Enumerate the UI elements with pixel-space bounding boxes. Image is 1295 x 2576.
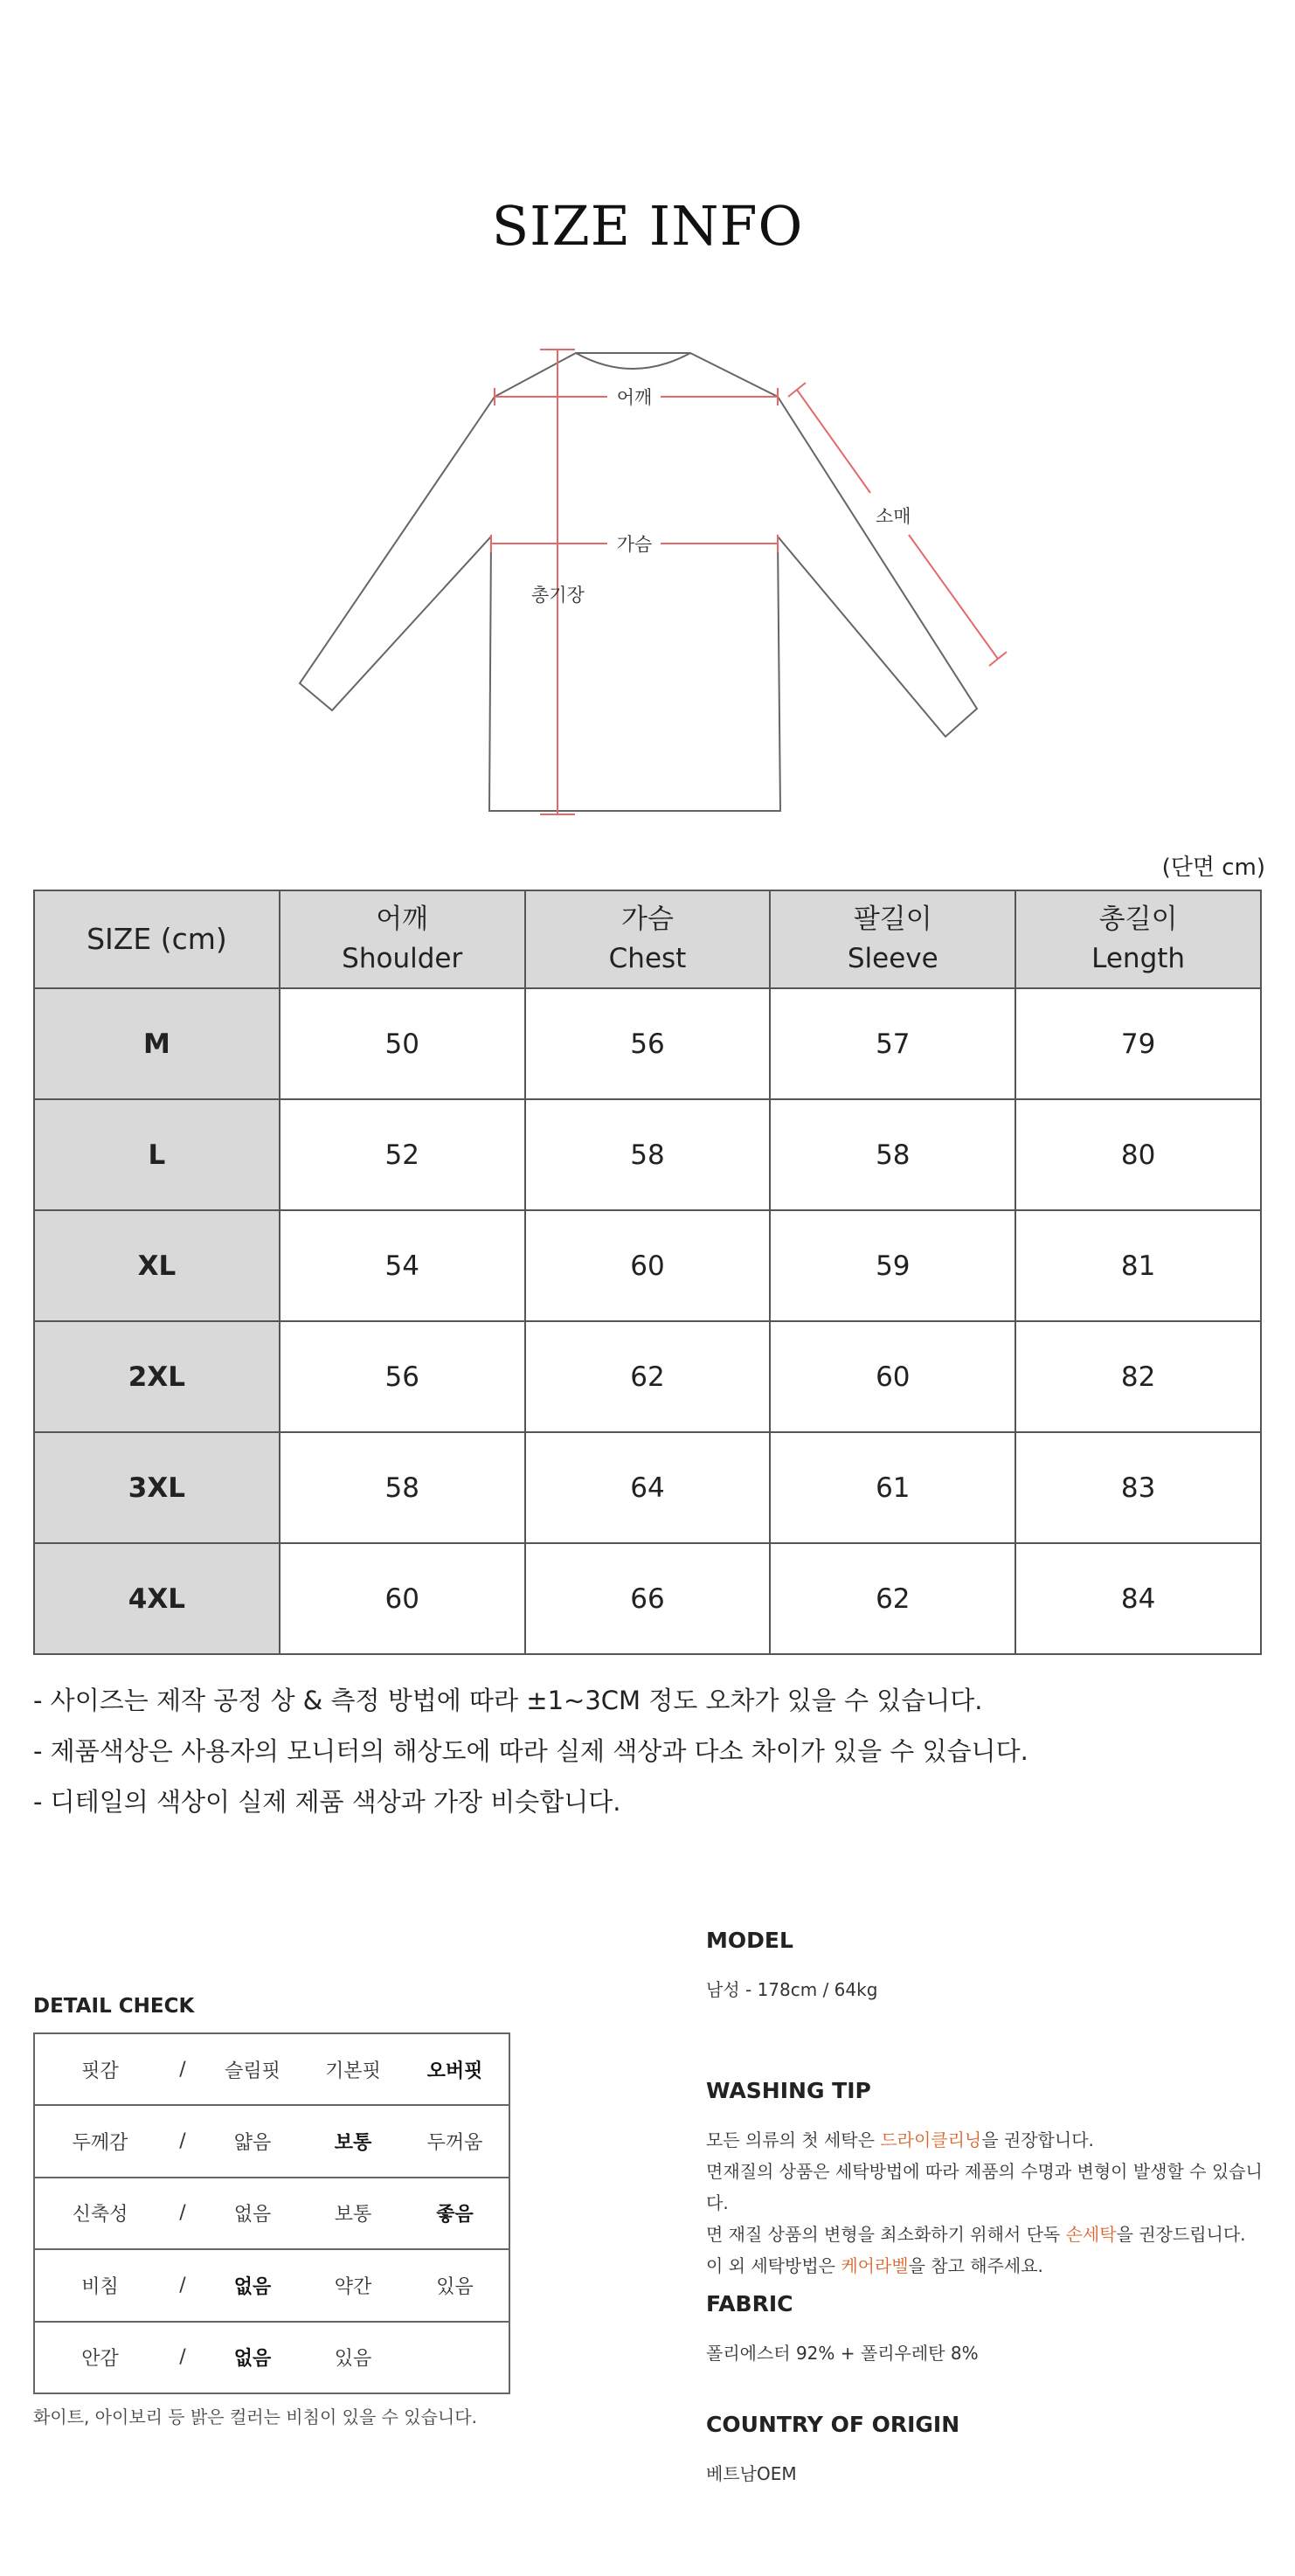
- detail-option: 보통: [305, 2178, 401, 2249]
- detail-row-fit: [34, 2033, 509, 2105]
- detail-row-stretch: [34, 2178, 509, 2249]
- detail-sep: /: [165, 2033, 200, 2105]
- header-length: [1015, 890, 1261, 988]
- measure-lines: [491, 350, 1007, 814]
- length-label: 총기장: [531, 585, 585, 606]
- washing-line-2: 면재질의 상품은 세탁방법에 따라 제품의 수명과 변형이 발생할 수 있습니다.: [706, 2161, 1263, 2213]
- model-text: 남성 - 178cm / 64kg: [706, 1979, 878, 2000]
- table-row: [34, 1099, 1261, 1210]
- length-cell: 81: [1015, 1210, 1261, 1321]
- garment-size-diagram: [0, 332, 1295, 821]
- washing-text: 을 참고 해주세요.: [908, 2255, 1043, 2276]
- detail-check-note: 화이트, 아이보리 등 밝은 컬러는 비침이 있을 수 있습니다.: [33, 2406, 477, 2427]
- detail-sep: /: [165, 2105, 200, 2177]
- length-cell: 79: [1015, 988, 1261, 1099]
- header-en: Chest: [608, 943, 687, 974]
- chest-cell: 58: [525, 1099, 771, 1210]
- detail-label: 두께감: [34, 2105, 165, 2177]
- chest-label: 가슴: [616, 534, 653, 555]
- length-cell: 84: [1015, 1543, 1261, 1654]
- sleeve-line-bottom: [909, 535, 998, 659]
- detail-label: 신축성: [34, 2178, 165, 2249]
- note-line: - 사이즈는 제작 공정 상 & 측정 방법에 따라 ±1~3CM 정도 오차가 있을 수 있습니다.: [33, 1686, 983, 1715]
- washing-highlight: 손세탁: [1065, 2224, 1117, 2245]
- page-title: SIZE INFO: [491, 194, 804, 258]
- washing-text: 모든 의류의 첫 세탁은: [706, 2129, 881, 2150]
- table-row: [34, 1432, 1261, 1543]
- chest-cell: 62: [525, 1321, 771, 1432]
- detail-row-lining: [34, 2322, 509, 2393]
- detail-option-selected: 좋음: [401, 2178, 509, 2249]
- washing-title: WASHING TIP: [706, 2078, 871, 2103]
- chest-cell: 64: [525, 1432, 771, 1543]
- sleeve-cell: 57: [770, 988, 1015, 1099]
- washing-line-3: [706, 2219, 1274, 2250]
- model-title: MODEL: [706, 1928, 793, 1953]
- washing-highlight: 케어라벨: [841, 2255, 909, 2276]
- sleeve-label: 소매: [876, 506, 911, 527]
- detail-label: 안감: [34, 2322, 165, 2393]
- note-line: - 디테일의 색상이 실제 제품 색상과 가장 비슷합니다.: [33, 1787, 621, 1817]
- sleeve-cell: 60: [770, 1321, 1015, 1432]
- garment-outline: [300, 353, 977, 811]
- sweatshirt-outline-svg: [0, 332, 1295, 821]
- header-shoulder: [280, 890, 525, 988]
- washing-line-4: [706, 2250, 1274, 2282]
- unit-note: (단면 cm): [1161, 855, 1265, 881]
- origin-section: [706, 2412, 1274, 2489]
- sleeve-cell: 61: [770, 1432, 1015, 1543]
- shoulder-cell: 58: [280, 1432, 525, 1543]
- table-row: [34, 988, 1261, 1099]
- fabric-text: 폴리에스터 92% + 폴리우레탄 8%: [706, 2343, 979, 2364]
- detail-option-empty: [401, 2322, 509, 2393]
- detail-option: 있음: [401, 2249, 509, 2321]
- header-ko: 가슴: [621, 904, 674, 936]
- detail-sep: /: [165, 2249, 200, 2321]
- size-cell: 2XL: [34, 1321, 280, 1432]
- size-notes: [33, 1681, 1257, 1833]
- length-cell: 83: [1015, 1432, 1261, 1543]
- header-en: Shoulder: [342, 943, 463, 974]
- washing-text: 을 권장합니다.: [981, 2129, 1094, 2150]
- header-en: Sleeve: [847, 943, 938, 974]
- detail-option-selected: 없음: [200, 2249, 305, 2321]
- chest-cell: 66: [525, 1543, 771, 1654]
- size-cell: 4XL: [34, 1543, 280, 1654]
- model-section: [706, 1928, 1274, 2005]
- header-sleeve: [770, 890, 1015, 988]
- table-row: [34, 1321, 1261, 1432]
- length-cell: 80: [1015, 1099, 1261, 1210]
- detail-row-thickness: [34, 2105, 509, 2177]
- detail-option-selected: 보통: [305, 2105, 401, 2177]
- washing-line-1: [706, 2124, 1274, 2156]
- detail-option-selected: 오버핏: [401, 2033, 509, 2105]
- detail-option: 두꺼움: [401, 2105, 509, 2177]
- detail-label: 핏감: [34, 2033, 165, 2105]
- sleeve-line-top: [797, 390, 870, 493]
- table-row: [34, 1210, 1261, 1321]
- size-cell: 3XL: [34, 1432, 280, 1543]
- size-cell: XL: [34, 1210, 280, 1321]
- detail-check-title: DETAIL CHECK: [33, 1995, 195, 2018]
- detail-sep: /: [165, 2322, 200, 2393]
- detail-row-seethrough: [34, 2249, 509, 2321]
- detail-option: 약간: [305, 2249, 401, 2321]
- header-ko: 팔길이: [853, 904, 932, 936]
- shoulder-label: 어깨: [616, 387, 653, 408]
- header-ko: 총길이: [1098, 904, 1178, 936]
- shoulder-cell: 52: [280, 1099, 525, 1210]
- detail-option-selected: 없음: [200, 2322, 305, 2393]
- header-size-label: SIZE (cm): [87, 922, 227, 957]
- size-table-header-row: [34, 890, 1261, 988]
- detail-option: 있음: [305, 2322, 401, 2393]
- size-cell: L: [34, 1099, 280, 1210]
- origin-title: COUNTRY OF ORIGIN: [706, 2412, 960, 2437]
- table-row: [34, 1543, 1261, 1654]
- header-en: Length: [1091, 943, 1186, 974]
- detail-check-table: [33, 2032, 510, 2394]
- shoulder-cell: 60: [280, 1543, 525, 1654]
- washing-section: [706, 2078, 1274, 2282]
- washing-text: 면 재질 상품의 변형을 최소화하기 위해서 단독: [706, 2224, 1066, 2245]
- detail-option: 슬림핏: [200, 2033, 305, 2105]
- detail-sep: /: [165, 2178, 200, 2249]
- chest-cell: 60: [525, 1210, 771, 1321]
- header-size: [34, 890, 280, 988]
- header-chest: [525, 890, 771, 988]
- sleeve-cell: 59: [770, 1210, 1015, 1321]
- shoulder-cell: 54: [280, 1210, 525, 1321]
- detail-option: 얇음: [200, 2105, 305, 2177]
- sleeve-cell: 62: [770, 1543, 1015, 1654]
- sleeve-cell: 58: [770, 1099, 1015, 1210]
- washing-highlight: 드라이클리닝: [880, 2129, 982, 2150]
- shoulder-cell: 50: [280, 988, 525, 1099]
- detail-label: 비침: [34, 2249, 165, 2321]
- detail-option: 기본핏: [305, 2033, 401, 2105]
- note-line: - 제품색상은 사용자의 모니터의 해상도에 따라 실제 색상과 다소 차이가 있을 수 있습니다.: [33, 1736, 1028, 1766]
- washing-text: 을 권장드립니다.: [1116, 2224, 1246, 2245]
- origin-text: 베트남OEM: [706, 2463, 797, 2484]
- fabric-section: [706, 2291, 1274, 2369]
- size-table: [33, 890, 1262, 1655]
- size-cell: M: [34, 988, 280, 1099]
- washing-text: 이 외 세탁방법은: [706, 2255, 841, 2276]
- header-ko: 어깨: [376, 904, 429, 936]
- shoulder-cell: 56: [280, 1321, 525, 1432]
- length-cell: 82: [1015, 1321, 1261, 1432]
- detail-option: 없음: [200, 2178, 305, 2249]
- fabric-title: FABRIC: [706, 2291, 793, 2316]
- chest-cell: 56: [525, 988, 771, 1099]
